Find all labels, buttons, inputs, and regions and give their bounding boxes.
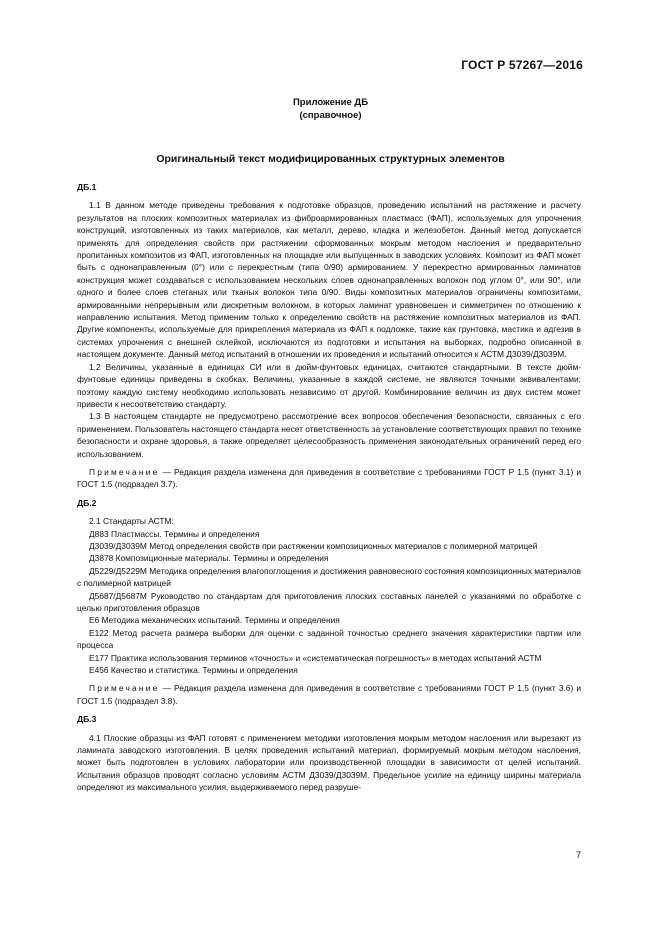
document-body bbox=[77, 181, 581, 794]
list-item-text: Д5687/Д5687М Руководство по стандартам для приготовления плоских составных панелей с указаниями по обработке с целью приготовления образцов bbox=[77, 590, 581, 613]
paragraph-1-2 bbox=[77, 361, 581, 411]
appendix-title: Приложение ДБ bbox=[292, 97, 369, 108]
appendix-heading bbox=[0, 96, 661, 122]
section-heading-db2: ДБ.2 bbox=[77, 497, 97, 508]
list-item bbox=[77, 652, 581, 664]
paragraph-1-1 bbox=[77, 199, 581, 360]
list-item-text: Д3878 Композиционные материалы. Термины и определения bbox=[89, 553, 329, 564]
standards-list bbox=[77, 528, 581, 677]
note-label: Примечание bbox=[89, 683, 160, 694]
list-item-text: Е177 Практика использования терминов «точность» и «систематическая погрешность» в методах испытаний АСТМ bbox=[89, 652, 542, 663]
paragraph-text: 1.3 В настоящем стандарте не предусмотрено рассмотрение всех вопросов обеспечения безопасности, связанных с его применением. Пользователь настоящего стандарта несет ответственность за установление соответствующих правил по технике безопасности и охране здоровья, а также определяет целесообразность применения законодательных ограничений перед его использованием. bbox=[77, 411, 582, 459]
page-number: 7 bbox=[575, 850, 581, 860]
list-item bbox=[77, 664, 581, 676]
list-item-text: Д3039/Д3039М Метод определения свойств при растяжении композиционных материалов с полимерной матрицей bbox=[89, 540, 538, 551]
paragraph-text: 1.1 В данном методе приведены требования к подготовке образцов, проведению испытаний на растяжение и расчету результатов на плоских композитных материалах из фиброармированных пластмасс (ФАП), используемых для упрочнения конструкций, изготовленных из таких материалов, как металл, дерево, кладка и железобетон. Данный метод допускается применять для определения свойств при растяжении сформованных мокрым методом наслоения и предварительно пропитанных композитов из ФАП, изготовленных на площадке или выпущенных в заводских условиях. Композит из ФАП может быть с однонаправленным (0°) или с перекрестным (типа 0/90) армированием. У перекрестно армированных ламинатов конструкция может создаваться с использованием нескольких слоев однонаправленных волокон под углом 0°, или 90°, или одного и более слоев стеганых или тканых волокон типа 0/90. Виды композитных материалов ограничены композитами, армированными непрерывным или дискретным волокном, в которых ламинат уравновешен и симметричен по отношению к направлению испытания. Метод применим только к определению свойств на растяжение композитных материалов из ФАП. Другие компоненты, используемые для прикрепления материала из ФАП к подложке, такие как грунтовка, мастика и адгезив в системах упрочнения с внешней склейкой, исключаются из подготовки и испытания на выборках, подробно описанной в настоящем документе. Данный метод испытаний в отношении их проведения и испытаний относится к АСТМ Д3039/Д3039М. bbox=[77, 200, 581, 360]
main-title: Оригинальный текст модифицированных структурных элементов bbox=[156, 153, 505, 165]
list-item bbox=[77, 590, 581, 615]
appendix-subtitle: (справочное) bbox=[299, 110, 362, 121]
standards-intro bbox=[77, 515, 581, 527]
list-item-text: Д5229/Д5229М Методика определения влагопоглощения и достижения равновесного состояния композиционных материалов с полимерной матрицей bbox=[77, 565, 581, 589]
document-code: ГОСТ Р 57267—2016 bbox=[461, 58, 583, 72]
list-item bbox=[77, 528, 581, 540]
list-item-text: Е456 Качество и статистика. Термины и определения bbox=[89, 665, 298, 676]
list-item bbox=[77, 565, 581, 590]
note-db1 bbox=[77, 466, 581, 491]
section-heading-db1: ДБ.1 bbox=[77, 182, 97, 192]
note-label: Примечание bbox=[89, 466, 160, 477]
list-item-text: Е6 Методика механических испытаний. Термины и определения bbox=[89, 615, 340, 626]
paragraph-4-1 bbox=[77, 732, 581, 794]
note-text: — Редакция раздела изменена для приведения в соответствие с требованиями ГОСТ Р 1.5 (пункт 3.1) и ГОСТ 1.5 (подраздел 3.7). bbox=[77, 466, 581, 490]
list-item bbox=[77, 627, 581, 652]
paragraph-text: 1.2 Величины, указанные в единицах СИ или в дюйм-фунтовых единицах, считаются стандартными. В тексте дюйм-фунтовые единицы приведены в скобках. Величины, указанные в каждой системе, не являются точными эквивалентами; поэтому каждую систему необходимо использовать независимо от другой. Комбинирование величин из двух систем может привести к несоответствию стандарту. bbox=[77, 361, 581, 409]
paragraph-text: 4.1 Плоские образцы из ФАП готовят с применением методики изготовления мокрым методом наслоения или вырезают из ламината заводского изготовления. В целях проведения испытаний материал, формируемый мокрым методом наслоения, может быть подготовлен в условиях лаборатории или производственной площадки в зависимости от целей испытаний. Испытания образцов проводят согласно условиям АСТМ Д3039/Д3039М. Предельное усилие на единицу ширины материала определяют из максимального усилия, выдерживаемого перед разруше- bbox=[77, 732, 581, 793]
list-item bbox=[77, 540, 581, 552]
section-heading-db3: ДБ.3 bbox=[77, 714, 97, 725]
list-item-text: Е122 Метод расчета размера выборки для оценки с заданной точностью среднего значения характеристики партии или процесса bbox=[77, 627, 581, 651]
paragraph-1-3 bbox=[77, 410, 581, 460]
list-item-text: Д883 Пластмассы. Термины и определения bbox=[89, 528, 260, 539]
note-text: — Редакция раздела изменена для приведения в соответствие с требованиями ГОСТ Р 1.5 (пункт 3.6) и ГОСТ 1.5 (подраздел 3.8). bbox=[77, 683, 581, 706]
list-item bbox=[77, 614, 581, 626]
paragraph-text: 2.1 Стандарты АСТМ: bbox=[89, 516, 174, 527]
note-db2 bbox=[77, 682, 581, 707]
list-item bbox=[77, 552, 581, 564]
